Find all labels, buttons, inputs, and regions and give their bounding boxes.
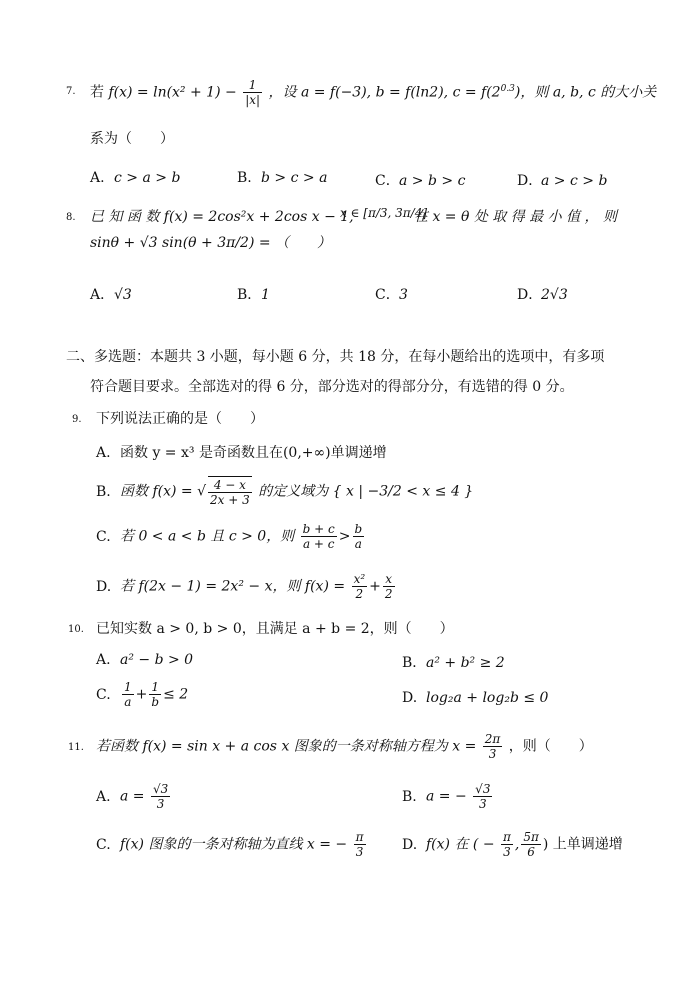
section-header-line1: 二、多选题：本题共 3 小题，每小题 6 分，共 18 分，在每小题给出的选项中，有多项 bbox=[66, 349, 605, 365]
fraction: $\frac{\pi}{3}$ bbox=[503, 830, 511, 859]
option-c: C. f(x) 图象的一条对称轴为直线 x = − $\frac{\pi}{3}$ bbox=[96, 830, 364, 859]
fraction: $\frac{√3}{3}$ bbox=[475, 782, 491, 811]
fraction: $\frac{b}{a}$ bbox=[354, 522, 363, 551]
option-b: B. b > c > a bbox=[237, 170, 328, 186]
question-stem-line2: sinθ + √3 sin(θ + 3π/2) = （ ） bbox=[90, 235, 332, 251]
option-a: A. a = $\frac{√3}{3}$ bbox=[96, 782, 169, 811]
option-a: A．√3 bbox=[90, 287, 132, 303]
section-header-line2: 符合题目要求。全部选对的得 6 分，部分选对的得部分分，有选错的得 0 分。 bbox=[90, 379, 574, 395]
option-b: B. 函数 f(x) = √ $\frac{4 - x}{2x + 3}$ 的定义域为 { x | −3/2 < x ≤ 4 } bbox=[96, 478, 474, 507]
domain-interval: x ∈ [π/3, 3π/4] bbox=[340, 206, 428, 220]
option-c: C．3 bbox=[375, 287, 408, 303]
question-stem-line2: 系为（ ） bbox=[90, 131, 174, 147]
fraction: $\frac{2\pi}{3}$ bbox=[484, 732, 501, 761]
fraction: $\frac{b + c}{a + c}$ bbox=[302, 522, 335, 551]
option-d: D．a > c > b bbox=[517, 173, 608, 189]
fraction: $\frac{x}{2}$ bbox=[384, 572, 393, 601]
question-number: 11. bbox=[68, 742, 84, 753]
option-d: D. 若 f(2x − 1) = 2x² − x，则 f(x) = $\frac{\text{x²}}{2}$ + $\frac{x}{2}$ bbox=[96, 572, 393, 601]
question-stem-end: 在 x = θ 处 取 得 最 小 值 ， 则 bbox=[414, 209, 618, 225]
fraction: $\frac{\pi}{3}$ bbox=[355, 830, 364, 859]
option-d: D. f(x) 在 ( − $\frac{\pi}{3}$ , $\frac{5\pi}{6}$ ) 上单调递增 bbox=[402, 830, 623, 859]
option-b: B. a = − $\frac{√3}{3}$ bbox=[402, 782, 491, 811]
option-b: B．a² + b² ≥ 2 bbox=[402, 655, 505, 671]
option-a: A. 函数 y = x³ 是奇函数且在(0,+∞)单调递增 bbox=[96, 445, 387, 461]
section-header bbox=[66, 342, 626, 402]
question-stem: 下列说法正确的是（ ） bbox=[96, 411, 264, 427]
question-stem: 已知实数 a > 0, b > 0，且满足 a + b = 2，则（ ） bbox=[96, 621, 454, 637]
question-number: 7. bbox=[66, 86, 76, 97]
question-number: 9. bbox=[72, 414, 82, 425]
question-stem: 若 f(x) = ln(x² + 1) − $\frac{1}{|x|}$ ，设 a = f(−3), b = f(ln2), $c = f(2^{0.3})$，则 a, b, c 的大小关 bbox=[90, 78, 657, 107]
option-d: D．2√3 bbox=[517, 287, 568, 303]
option-b: B．1 bbox=[237, 287, 270, 303]
question-number: 10. bbox=[68, 624, 84, 635]
fraction: $\frac{1}{b}$ bbox=[151, 680, 160, 709]
fraction: $\frac{\text{x²}}{2}$ bbox=[353, 572, 366, 601]
option-c: C. 若 0 < a < b 且 c > 0，则 $\frac{b + c}{a + c}$ > $\frac{b}{a}$ bbox=[96, 522, 363, 551]
fraction: $\frac{1}{a}$ bbox=[124, 680, 132, 709]
option-a: A. c > a > b bbox=[90, 170, 181, 186]
fraction: $\frac{1}{|x|}$ bbox=[245, 78, 261, 107]
question-number: 8. bbox=[66, 212, 76, 223]
option-d: D. log₂a + log₂b ≤ 0 bbox=[402, 690, 549, 706]
option-a: A. a² − b > 0 bbox=[96, 652, 194, 668]
fraction: $\frac{√3}{3}$ bbox=[152, 782, 169, 811]
question-stem: 已 知 函 数 f(x) = 2cos²x + 2cos x − 1, bbox=[90, 209, 354, 225]
fraction: $\frac{4 - x}{2x + 3}$ bbox=[210, 478, 250, 507]
option-c: C．a > b > c bbox=[375, 173, 466, 189]
question-stem: 若函数 f(x) = sin x + a cos x 图象的一条对称轴方程为 x = $\frac{2\pi}{3}$ ，则（ ） bbox=[96, 732, 593, 761]
option-c: C. $\frac{1}{a}$ + $\frac{1}{b}$ ≤ 2 bbox=[96, 680, 189, 709]
fraction: $\frac{5\pi}{6}$ bbox=[523, 830, 539, 859]
